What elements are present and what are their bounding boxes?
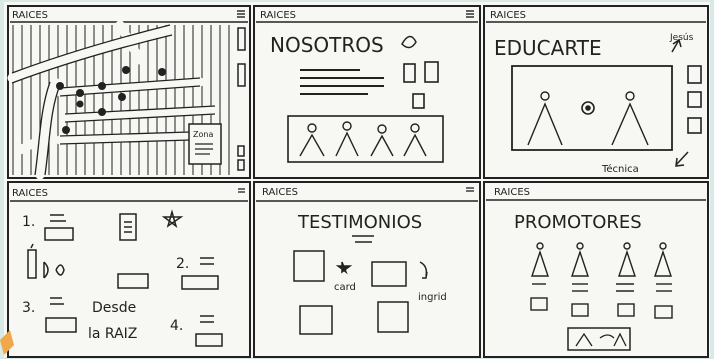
svg-text:RAICES: RAICES [262,187,298,198]
la-raiz-label: la RAIZ [88,326,138,342]
annotation-card: card [334,282,356,293]
svg-text:RAICES: RAICES [490,10,526,21]
page-title: NOSOTROS [270,33,384,57]
annotation-person: Jesús [670,33,694,43]
page-title: TESTIMONIOS [298,212,423,233]
svg-text:RAICES: RAICES [260,10,296,21]
step-4-number: 4. [170,318,184,334]
step-3-number: 3. [22,300,36,316]
page-title: PROMOTORES [514,212,642,233]
annotation-name: ingrid [418,292,447,303]
annotation-role: Técnica [602,164,639,175]
brand-label: RAICES [12,10,48,21]
svg-text:Zona: Zona [193,130,214,139]
panel-map [8,6,250,178]
step-2-number: 2. [176,256,190,272]
page-title: EDUCARTE [494,36,602,60]
desde-label: Desde [92,300,137,316]
svg-text:RAICES: RAICES [12,188,48,199]
svg-text:RAICES: RAICES [494,187,530,198]
zone-card[interactable] [189,124,221,164]
step-1-number: 1. [22,214,36,230]
